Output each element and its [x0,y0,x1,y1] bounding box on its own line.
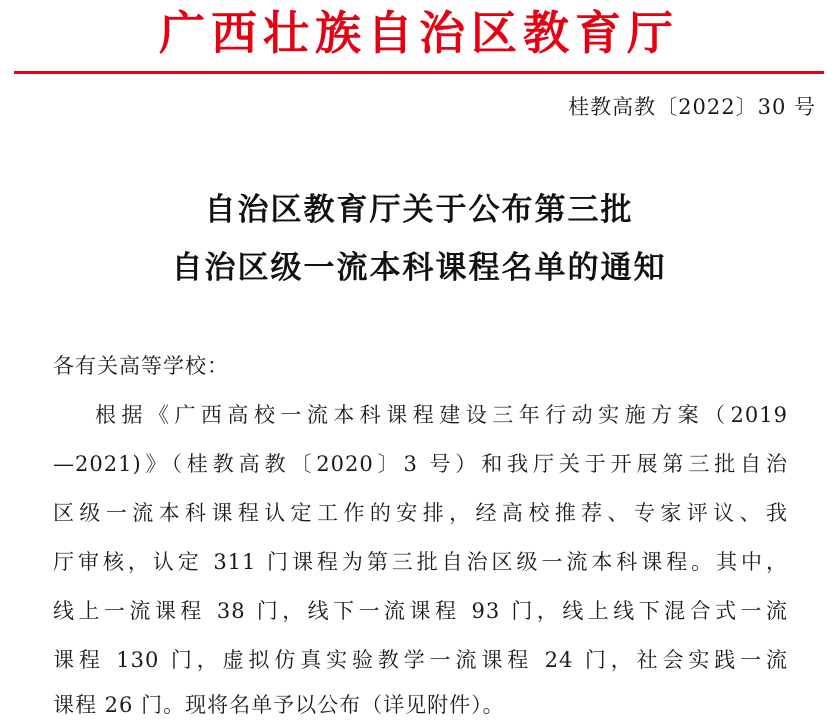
notice-title-line-2: 自治区级一流本科课程名单的通知 [171,250,667,286]
body-line: 根据《广西高校一流本科课程建设三年行动实施方案（2019 [95,403,788,427]
body-line: 区级一流本科课程认定工作的安排，经高校推荐、专家评议、我 [53,501,788,525]
body-line: 课程 26 门。现将名单予以公布（详见附件）。 [53,693,505,717]
body-line: 课程 130 门，虚拟仿真实验教学一流课程 24 门，社会实践一流 [53,648,788,672]
salutation: 各有关高等学校： [53,354,229,378]
document-number: 桂教高教〔2022〕30 号 [568,95,816,119]
body-line: —2021)》（桂教高教〔2020〕3 号）和我厅关于开展第三批自治 [53,452,788,476]
body-line: 线上一流课程 38 门，线下一流课程 93 门，线上线下混合式一流 [53,599,788,623]
body-line: 厅审核，认定 311 门课程为第三批自治区级一流本科课程。其中， [53,550,788,574]
notice-title-line-1: 自治区教育厅关于公布第三批 [204,192,634,228]
red-header-rule [14,71,824,74]
masthead-org-name: 广西壮族自治区教育厅 [159,6,679,60]
